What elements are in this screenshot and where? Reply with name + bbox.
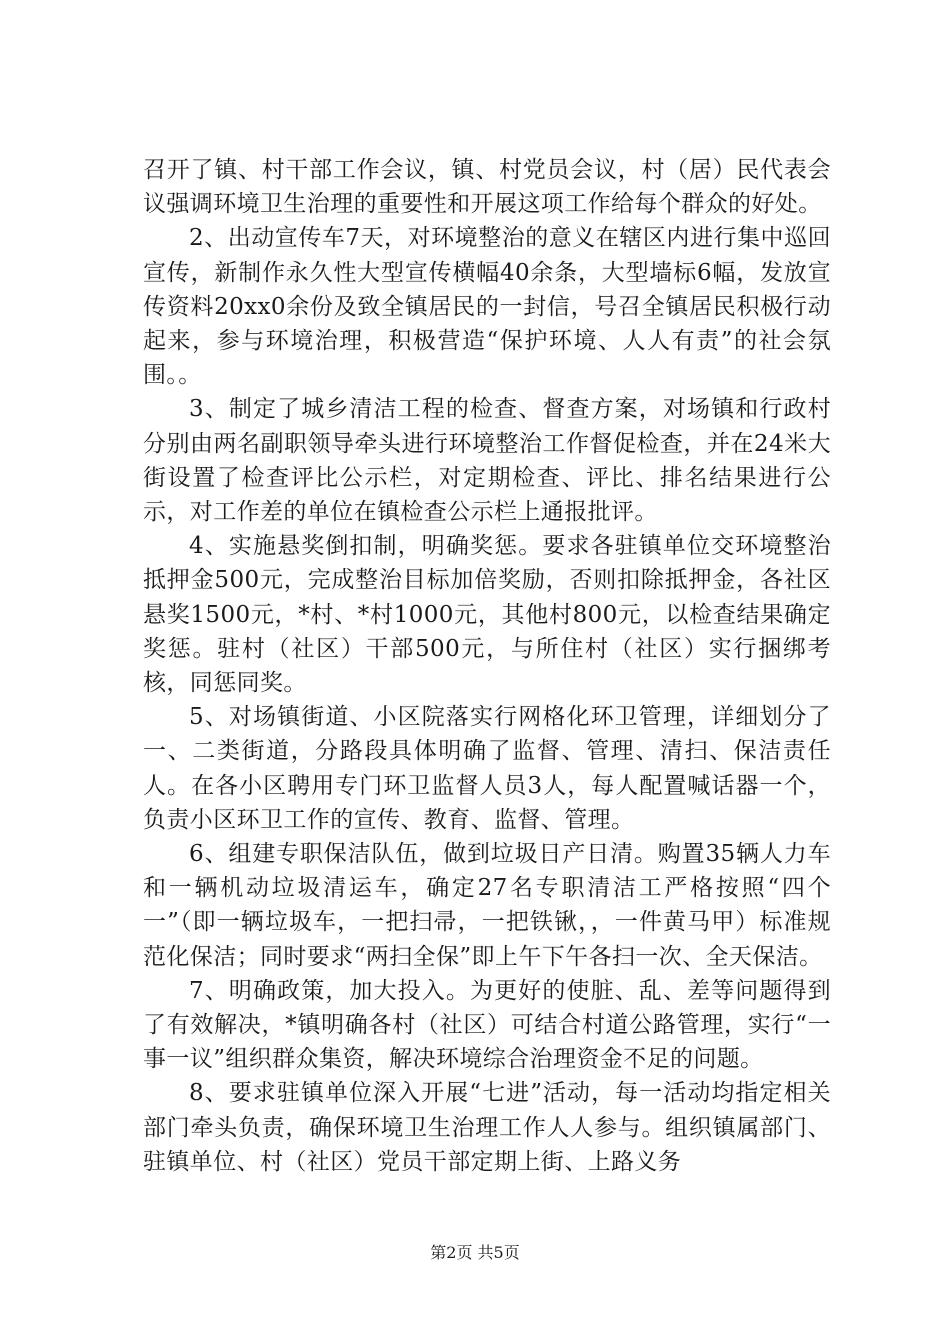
- paragraph-item-5: 5、对场镇街道、小区院落实行网格化环卫管理，详细划分了一、二类街道，分路段具体明确了监督、管理、清扫、保洁责任人。在各小区聘用专门环卫监督人员3人，每人配置喊话器一个，负责小区环卫工作的宣传、教育、监督、管理。: [143, 704, 831, 833]
- page-number-label: 第2页 共5页: [430, 1243, 520, 1262]
- paragraph-item-4: 4、实施悬奖倒扣制，明确奖惩。要求各驻镇单位交环境整治抵押金500元，完成整治目标加倍奖励，否则扣除抵押金，各社区悬奖1500元，*村、*村1000元，其他村800元，以检查结果确定奖惩。驻村（社区）干部500元，与所住村（社区）实行捆绑考核，同惩同奖。: [143, 533, 831, 697]
- paragraph-continuation: 召开了镇、村干部工作会议，镇、村党员会议，村（居）民代表会议强调环境卫生治理的重要性和开展这项工作给每个群众的好处。: [143, 157, 831, 218]
- page-footer: [0, 1243, 950, 1263]
- paragraph-item-7: 7、明确政策，加大投入。为更好的使脏、乱、差等问题得到了有效解决，*镇明确各村（社区）可结合村道公路管理，实行“一事一议”组织群众集资，解决环境综合治理资金不足的问题。: [143, 977, 831, 1073]
- paragraph-item-3: 3、制定了城乡清洁工程的检查、督查方案，对场镇和行政村分别由两名副职领导牵头进行环境整治工作督促检查，并在24米大街设置了检查评比公示栏，对定期检查、评比、排名结果进行公示，对工作差的单位在镇检查公示栏上通报批评。: [143, 396, 831, 526]
- document-body: [143, 153, 831, 1179]
- paragraph-item-8: 8、要求驻镇单位深入开展“七进”活动，每一活动均指定相关部门牵头负责，确保环境卫生治理工作人人参与。组织镇属部门、驻镇单位、村（社区）党员干部定期上街、上路义务: [143, 1080, 831, 1175]
- paragraph-item-2: 2、出动宣传车7天，对环境整治的意义在辖区内进行集中巡回宣传，新制作永久性大型宣传横幅40余条，大型墙标6幅，发放宣传资料20xx0余份及致全镇居民的一封信，号召全镇居民积极行动起来，参与环境治理，积极营造“保护环境、人人有责”的社会氛围。。: [143, 225, 831, 389]
- paragraph-item-6: 6、组建专职保洁队伍，做到垃圾日产日清。购置35辆人力车和一辆机动垃圾清运车，确定27名专职清洁工严格按照“四个一”（即一辆垃圾车，一把扫帚，一把铁锹，，一件黄马甲）标准规范化保洁；同时要求“两扫全保”即上午下午各扫一次、全天保洁。: [143, 841, 831, 970]
